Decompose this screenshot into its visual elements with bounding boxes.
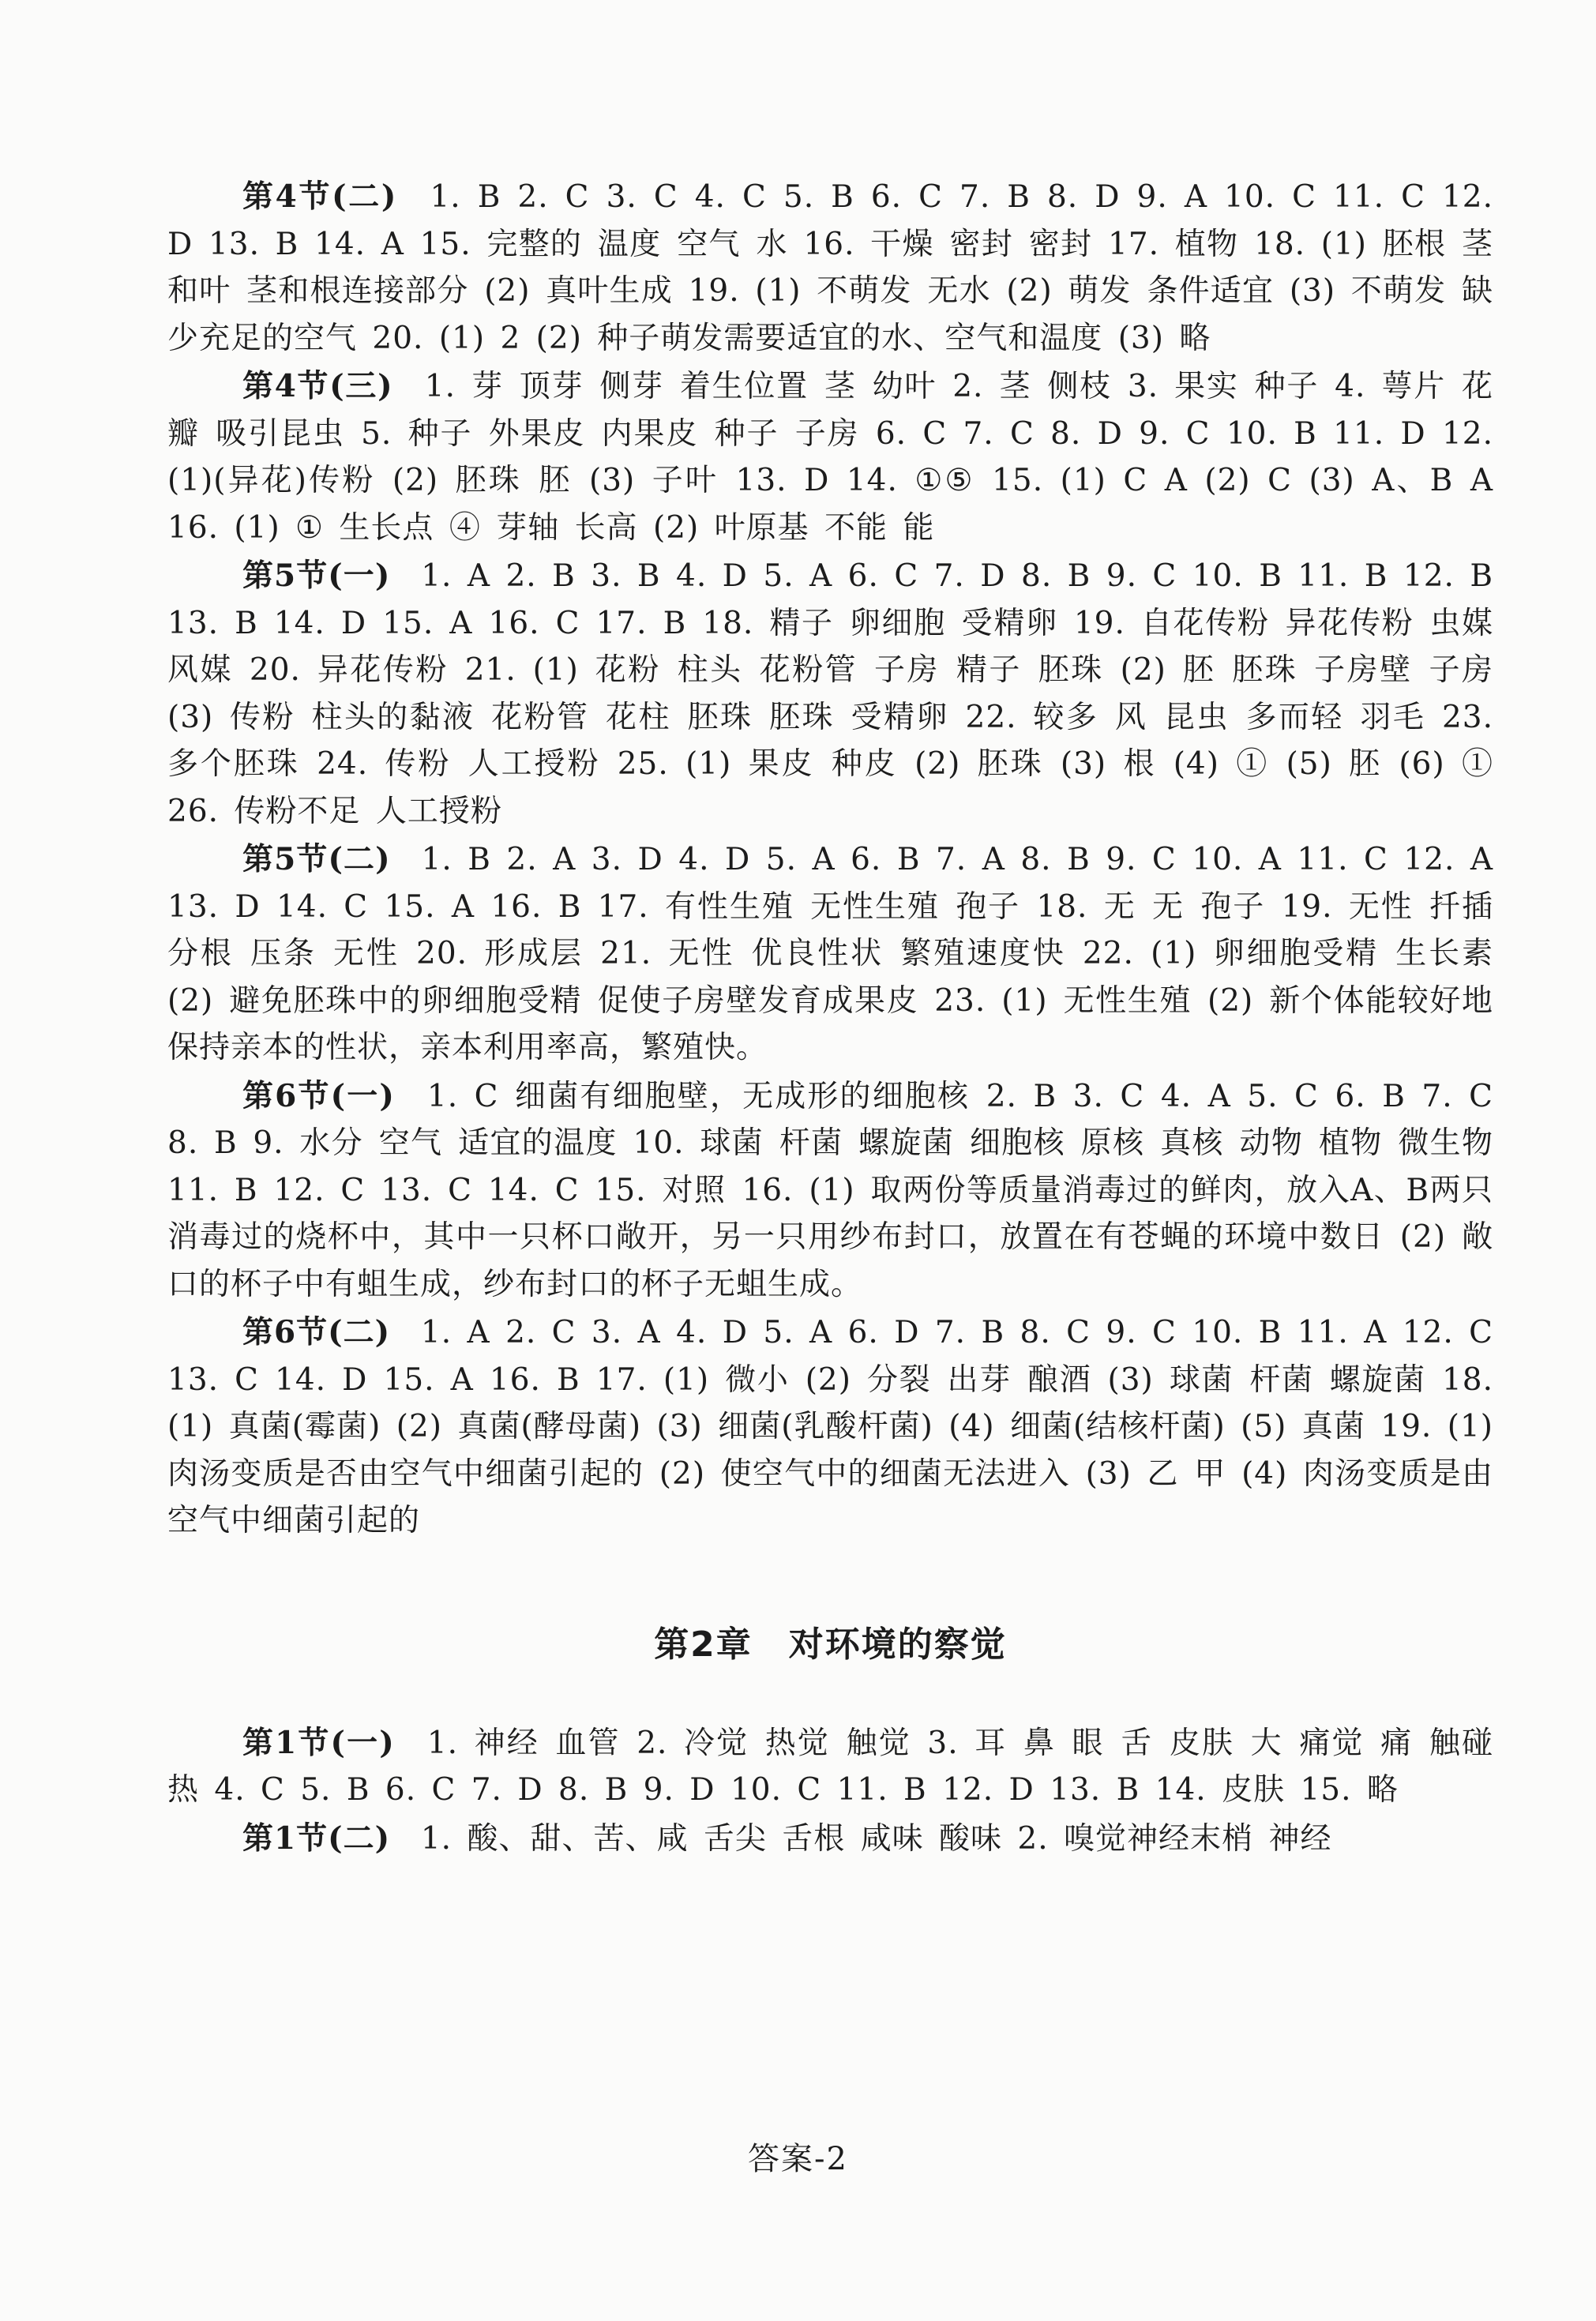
section-answers: 1. 芽 顶芽 侧芽 着生位置 茎 幼叶 2. 茎 侧枝 3. 果实 种子 4. 萼片 花瓣 吸引昆虫 5. 种子 外果皮 内果皮 种子 子房 6. C 7. C 8. D 9. C 10. B 11. D 12. (1)(异花)传粉 (2) 胚珠 胚 (3) 子叶 13. D 14. ①⑤ 15. (1) C A (2) C (3) A、B A 16. (1) ① 生长点 ④ 芽轴 长高 (2) 叶原基 不能 能 [167,369,1494,546]
section-answers: 1. A 2. B 3. B 4. D 5. A 6. C 7. D 8. B 9. C 10. B 11. B 12. B 13. B 14. D 15. A 16. C 17. B 18. 精子 卵细胞 受精卵 19. 自花传粉 异花传粉 虫媒 风媒 20. 异花传粉 21. (1) 花粉 柱头 花粉管 子房 精子 胚珠 (2) 胚 胚珠 子房壁 子房 (3) 传粉 柱头的黏液 花粉管 花柱 胚珠 胚珠 受精卵 22. 较多 风 昆虫 多而轻 羽毛 23. 多个胚珠 24. 传粉 人工授粉 25. (1) 果皮 种皮 (2) 胚珠 (3) 根 (4) ① (5) 胚 (6) ① 26. 传粉不足 人工授粉 [167,558,1494,829]
section-heading: 第6节(一) [242,1077,395,1114]
section-answers: 1. A 2. C 3. A 4. D 5. A 6. D 7. B 8. C 9. C 10. B 11. A 12. C 13. C 14. D 15. A 16. B 17. (1) 微小 (2) 分裂 出芽 酿酒 (3) 球菌 杆菌 螺旋菌 18. (1) 真菌(霉菌) (2) 真菌(酵母菌) (3) 细菌(乳酸杆菌) (4) 细菌(结核杆菌) (5) 真菌 19. (1) 肉汤变质是否由空气中细菌引起的 (2) 使空气中的细菌无法进入 (3) 乙 甲 (4) 肉汤变质是由空气中细菌引起的 [167,1315,1493,1538]
section-ch1-4-3 [167,363,1493,551]
section-ch1-6-1 [167,1073,1493,1309]
page-number: 答案-2 [748,2141,848,2177]
section-ch2-1-2 [167,1816,1493,1863]
sections-after [167,1720,1493,1863]
section-ch1-4-2 [167,174,1493,362]
section-heading: 第1节(二) [242,1820,391,1857]
section-answers: 1. 酸、甜、苦、咸 舌尖 舌根 咸味 酸味 2. 嗅觉神经末梢 神经 [420,1820,1332,1857]
section-heading: 第6节(二) [242,1314,391,1350]
section-ch1-5-2 [167,836,1493,1072]
sections-before [167,174,1493,1545]
section-answers: 1. C 细菌有细胞壁，无成形的细胞核 2. B 3. C 4. A 5. C 6. B 7. C 8. B 9. 水分 空气 适宜的温度 10. 球菌 杆菌 螺旋菌 细胞核 原核 真核 动物 植物 微生物 11. B 12. C 13. C 14. C 15. 对照 16. (1) 取两份等质量消毒过的鲜肉，放入A、B两只消毒过的烧杯中，其中一只杯口敞开，另一只用纱布封口，放置在有苍蝇的环境中数日 (2) 敞口的杯子中有蛆生成，纱布封口的杯子无蛆生成。 [167,1078,1494,1302]
section-heading: 第4节(三) [242,368,393,404]
section-heading: 第4节(二) [242,178,397,215]
section-heading: 第1节(一) [242,1724,395,1761]
chapter-title: 第2章 对环境的察觉 [654,1624,1007,1665]
section-answers: 1. 神经 血管 2. 冷觉 热觉 触觉 3. 耳 鼻 眼 舌 皮肤 大 痛觉 痛 触碰 热 4. C 5. B 6. C 7. D 8. B 9. D 10. C 11. B 12. D 13. B 14. 皮肤 15. 略 [167,1725,1493,1808]
section-ch1-6-2 [167,1309,1493,1545]
section-answers: 1. B 2. A 3. D 4. D 5. A 6. B 7. A 8. B 9. C 10. A 11. C 12. A 13. D 14. C 15. A 16. B 17. 有性生殖 无性生殖 孢子 18. 无 无 孢子 19. 无性 扦插 分根 压条 无性 20. 形成层 21. 无性 优良性状 繁殖速度快 22. (1) 卵细胞受精 生长素 (2) 避免胚珠中的卵细胞受精 促使子房壁发育成果皮 23. (1) 无性生殖 (2) 新个体能较好地保持亲本的性状，亲本利用率高，繁殖快。 [167,842,1494,1065]
section-heading: 第5节(一) [242,558,391,594]
section-answers: 1. B 2. C 3. C 4. C 5. B 6. C 7. B 8. D 9. A 10. C 11. C 12. D 13. B 14. A 15. 完整的 温度 空气 水 16. 干燥 密封 密封 17. 植物 18. (1) 胚根 茎和叶 茎和根连接部分 (2) 真叶生成 19. (1) 不萌发 无水 (2) 萌发 条件适宜 (3) 不萌发 缺少充足的空气 20. (1) 2 (2) 种子萌发需要适宜的水、空气和温度 (3) 略 [167,179,1493,356]
section-ch1-5-1 [167,553,1493,835]
section-heading: 第5节(二) [242,841,391,877]
section-ch2-1-1 [167,1720,1493,1814]
